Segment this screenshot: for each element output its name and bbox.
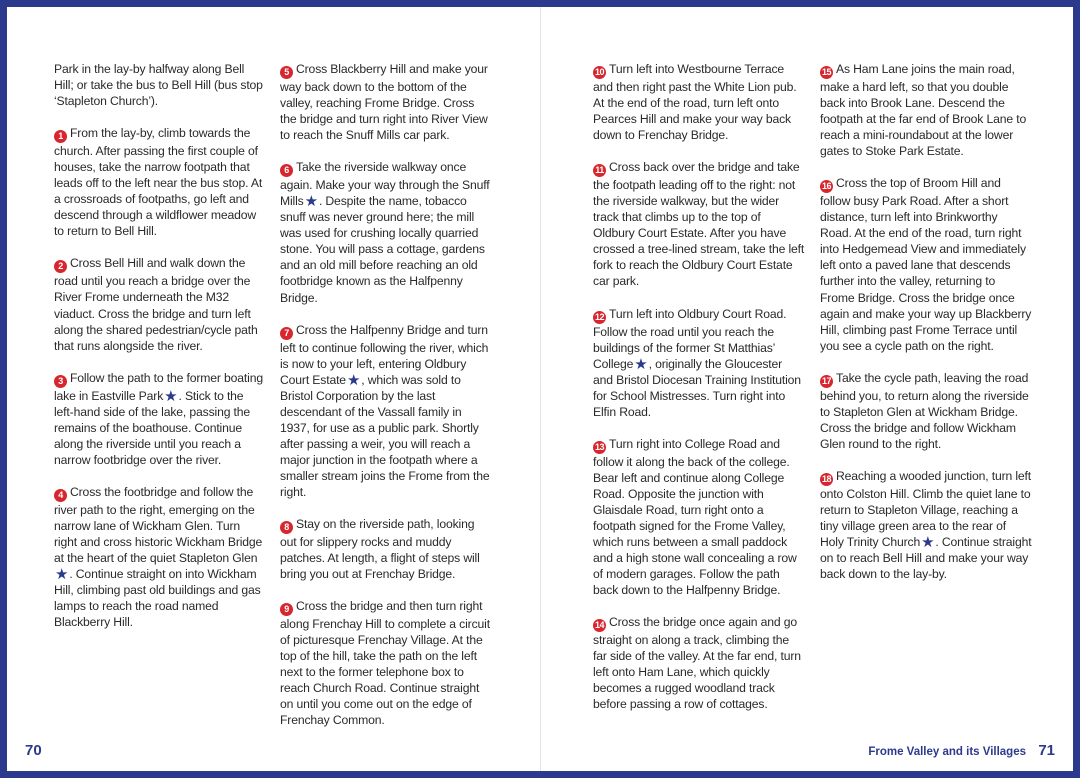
step-text: Park in the lay-by halfway along Bell Hill; or take the bus to Bell Hill (bus stop ‘Stapleton Church’).: [54, 62, 263, 109]
step-5: [280, 61, 492, 143]
step-number-badge: 5: [280, 66, 293, 79]
page-gutter: [540, 7, 541, 771]
step-text: Cross the bridge once again and go straight on along a track, climbing the far side of the valley. At the far end, turn left onto Ham Lane, which quickly becomes a rugged woodland track before passing a row of cottages.: [593, 615, 801, 712]
step-text-continued: . Despite the name, tobacco snuff was never ground here; the mill was used for crushing locally quarried stone. You will pass a cottage, gardens and an old mill before reaching an old footbridge known as the Halfpenny Bridge.: [280, 194, 485, 305]
step-number-badge: 13: [594, 441, 604, 452]
step-text-continued: . Continue straight on to reach Bell Hill and make your way back down to the lay-by.: [820, 535, 1032, 582]
step-text: Cross the footbridge and follow the river path to the right, emerging on the narrow lane of Wickham Glen. Turn right and cross historic Wickham Bridge at the heart of the quiet Stapleton Glen: [54, 484, 263, 566]
step-8: [280, 516, 492, 582]
step-text-continued: . Continue straight on into Wickham Hill, climbing past old buildings and gas lamps to reach the road named Blackberry Hill.: [54, 567, 261, 630]
step-text-continued: . Stick to the left-hand side of the lake, passing the remains of the boathouse. Continue along the riverside until you reach a narrow footbridge over the river.: [54, 388, 251, 467]
step-text: Turn left into Oldbury Court Road. Follow the road until you reach the buildings of the former St Matthias’ College: [593, 306, 787, 371]
step-number-badge: 8: [280, 521, 293, 534]
step-text: Take the riverside walkway once again. Make your way through the Snuff Mills: [280, 160, 490, 209]
step-15: [820, 61, 1032, 159]
star-icon: ★: [921, 534, 935, 552]
step-number-badge: 14: [594, 620, 604, 631]
step-number-badge: 11: [593, 164, 606, 177]
step-text: Take the cycle path, leaving the road behind you, to return along the riverside to Stapleton Glen at Wickham Bridge. Cross the bridge and follow Wickham Glen round to the right.: [820, 370, 1029, 451]
step-12: [593, 306, 805, 420]
step-number-badge: 18: [821, 473, 831, 484]
step-number-badge: 1: [54, 130, 67, 143]
running-title: Frome Valley and its Villages: [868, 746, 1026, 758]
step-text: Cross back over the bridge and take the footpath leading off to the right: not the riverside walkway, but the wider track that climbs up to the top of Oldbury Court Estate. After you have crossed a tree-lined stream, take the left fork to reach the Oldbury Court Estate car park.: [593, 160, 805, 289]
step-text: Cross the Halfpenny Bridge and turn left to continue following the river, which is now to your left, entering Oldbury Court Estate: [280, 322, 489, 387]
step-text: As Ham Lane joins the main road, make a hard left, so that you double back into Brook Lane. Descend the footpath at the far end of Brook Lane to reach a mini-roundabout at the lower gates to Stoke Park Estate.: [820, 62, 1027, 159]
text-column-2: [280, 61, 492, 745]
step-9: [280, 598, 492, 728]
step-number-badge: 4: [54, 489, 67, 502]
step-number-badge: 17: [821, 375, 831, 386]
step-10: [593, 61, 805, 143]
star-icon: ★: [55, 566, 69, 584]
star-icon: ★: [304, 193, 318, 211]
book-spread: [7, 7, 1073, 771]
step-7: [280, 322, 492, 500]
step-number-badge: 6: [280, 164, 293, 177]
step-number-badge: 10: [594, 67, 604, 77]
step-text: Follow the path to the former boating lake in Eastville Park: [54, 370, 263, 403]
text-column-3: [593, 61, 805, 728]
step-1: [54, 125, 266, 239]
step-text: Cross Blackberry Hill and make your way back down to the bottom of the valley, reaching Frome Bridge. Cross the bridge and turn right into River View to reach the Snuff Mills car park.: [280, 62, 488, 143]
step-2: [54, 255, 266, 353]
step-text: Turn right into College Road and follow it along the back of the college. Bear left and continue along College Road. Opposite the junction with Glaisdale Road, turn right onto a footpath signed for the Frome Valley, which runs between a small paddock and a high stone wall concealing a row of modern garages. Follow the path back down to the Halfpenny Bridge.: [593, 436, 797, 598]
step-number-badge: 15: [821, 67, 831, 77]
step-16: [820, 175, 1032, 353]
step-text: Cross the bridge and then turn right along Frenchay Hill to complete a circuit of picturesque Frenchay Village. At the top of the hill, take the path on the left next to the former telephone box to reach Church Road. Continue straight on until you come out on the edge of Frenchay Common.: [280, 599, 490, 728]
step-13: [593, 436, 805, 598]
star-icon: ★: [634, 355, 648, 373]
step-number-badge: 7: [280, 327, 293, 340]
step-6: [280, 159, 492, 305]
step-text-continued: , which was sold to Bristol Corporation by the last descendant of the Vassall family in 1937, for use as a public park. Shortly after passing a weir, you will reach a major junction in the footpath where a smaller stream joins the Frome from the right.: [280, 372, 490, 499]
step-text: Cross Bell Hill and walk down the road until you reach a bridge over the River Frome underneath the M32 viaduct. Cross the bridge and turn left along the shared pedestrian/cycle path that runs alongside the river.: [54, 256, 258, 353]
step-18: [820, 468, 1032, 582]
step-number-badge: 9: [280, 603, 293, 616]
step-3: [54, 370, 266, 468]
step-number-badge: 12: [594, 311, 604, 322]
step-number-badge: 3: [54, 375, 67, 388]
text-column-4: [820, 61, 1032, 598]
step-17: [820, 370, 1032, 452]
step-text-continued: , originally the Gloucester and Bristol Diocesan Training Institution for School Mistresses. Turn right into Elfin Road.: [593, 356, 801, 419]
step-text: Stay on the riverside path, looking out for slippery rocks and muddy patches. At length, a flight of steps will bring you out at Frenchay Bridge.: [280, 517, 480, 582]
intro-paragraph: [54, 61, 266, 109]
page-number-left: 70: [25, 742, 42, 759]
step-11: [593, 159, 805, 289]
step-text: Cross the top of Broom Hill and follow busy Park Road. After a short distance, turn left into Brinkworthy Road. At the end of the road, turn right into Hedgemead View and immediately left onto a paved lane that descends further into the valley, returning to Frome Bridge. Cross the bridge once again and make your way up Blackberry Hill, climbing past Frome Terrace until you see a cycle path on the right.: [820, 176, 1032, 353]
step-text: Reaching a wooded junction, turn left onto Colston Hill. Climb the quiet lane to return to Stapleton Village, reaching a tiny village green area to the rear of Holy Trinity Church: [820, 468, 1031, 550]
step-number-badge: 16: [821, 181, 831, 192]
text-column-1: [54, 61, 266, 646]
step-number-badge: 2: [54, 260, 67, 273]
star-icon: ★: [164, 387, 178, 405]
step-4: [54, 484, 266, 630]
step-text: Turn left into Westbourne Terrace and then right past the White Lion pub. At the end of the road, turn left onto Pearces Hill and make your way back down to Frenchay Bridge.: [593, 62, 797, 143]
star-icon: ★: [346, 371, 361, 389]
step-14: [593, 614, 805, 712]
step-text: From the lay-by, climb towards the church. After passing the first couple of houses, take the narrow footpath that leads off to the left near the bus stop. At a crossroads of footpaths, go left and descend through a wildflower meadow to return to Bell Hill.: [54, 126, 263, 239]
page-number-right: 71: [1038, 742, 1055, 759]
